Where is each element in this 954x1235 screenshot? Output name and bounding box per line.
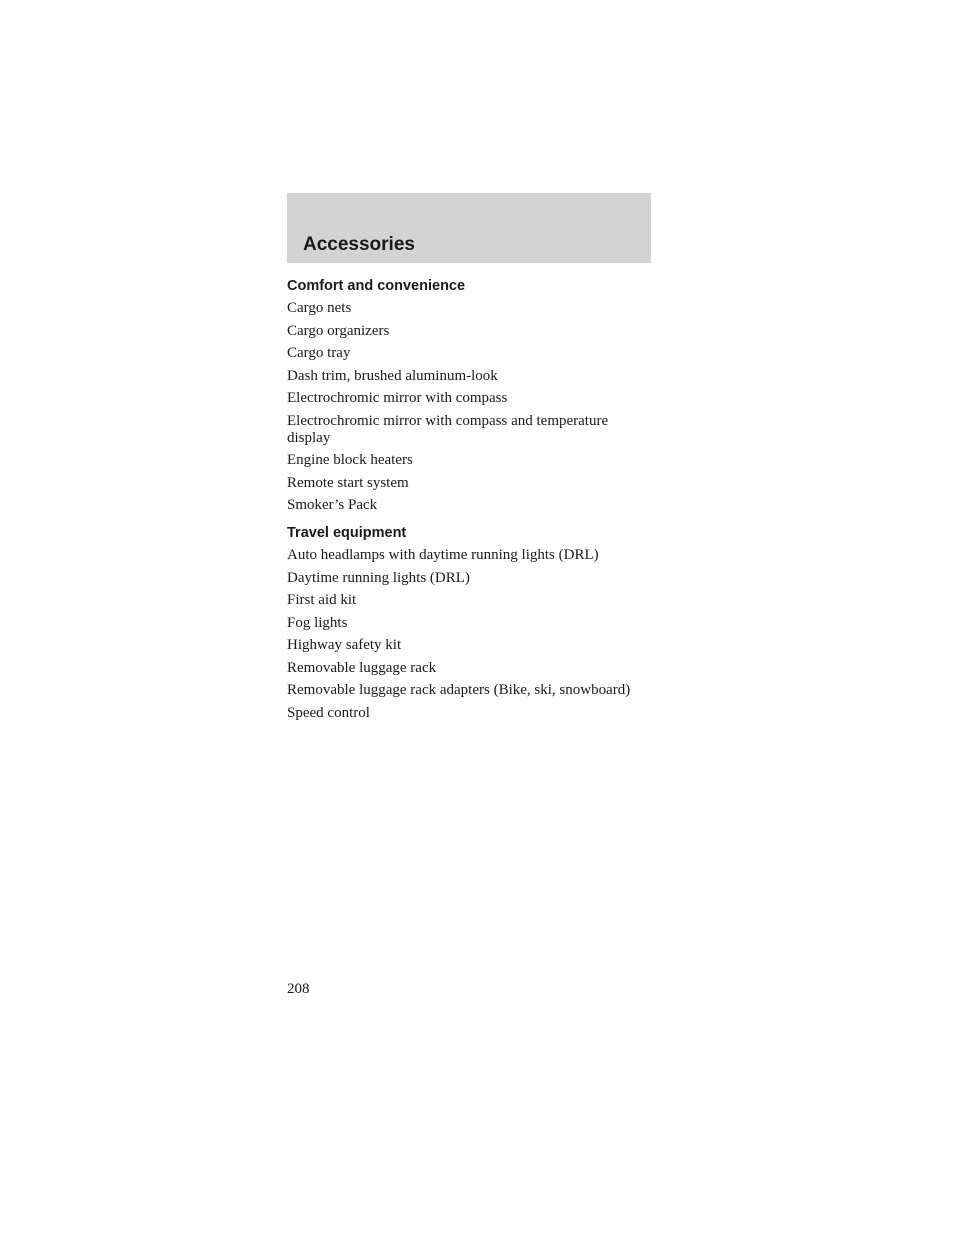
list-item: Speed control bbox=[287, 704, 370, 721]
list-item: Smoker’s Pack bbox=[287, 497, 378, 513]
list-item: Removable luggage rack adapters (Bike, ski, snowboard) bbox=[287, 682, 631, 698]
comfort-list bbox=[287, 300, 651, 514]
list-item: Electrochromic mirror with compass and temperature display bbox=[287, 412, 609, 446]
chapter-title: Accessories bbox=[303, 234, 415, 255]
travel-list bbox=[287, 547, 651, 722]
section-heading-travel: Travel equipment bbox=[287, 525, 407, 541]
list-item: Cargo nets bbox=[287, 300, 352, 316]
list-item: Electrochromic mirror with compass bbox=[287, 390, 508, 406]
section-heading-comfort: Comfort and convenience bbox=[287, 278, 466, 294]
page-number: 208 bbox=[287, 981, 310, 997]
list-item: Removable luggage rack bbox=[287, 659, 437, 676]
list-item: Dash trim, brushed aluminum-look bbox=[287, 367, 498, 384]
list-item: Engine block heaters bbox=[287, 452, 413, 468]
list-item: Highway safety kit bbox=[287, 637, 402, 653]
list-item: Cargo organizers bbox=[287, 322, 390, 339]
chapter-header-bar bbox=[287, 193, 651, 263]
list-item: Fog lights bbox=[287, 614, 348, 631]
list-item: First aid kit bbox=[287, 592, 357, 608]
accessories-content bbox=[287, 276, 651, 722]
list-item: Cargo tray bbox=[287, 345, 351, 361]
list-item: Daytime running lights (DRL) bbox=[287, 569, 470, 586]
list-item: Remote start system bbox=[287, 474, 409, 491]
list-item: Auto headlamps with daytime running lights (DRL) bbox=[287, 547, 599, 563]
